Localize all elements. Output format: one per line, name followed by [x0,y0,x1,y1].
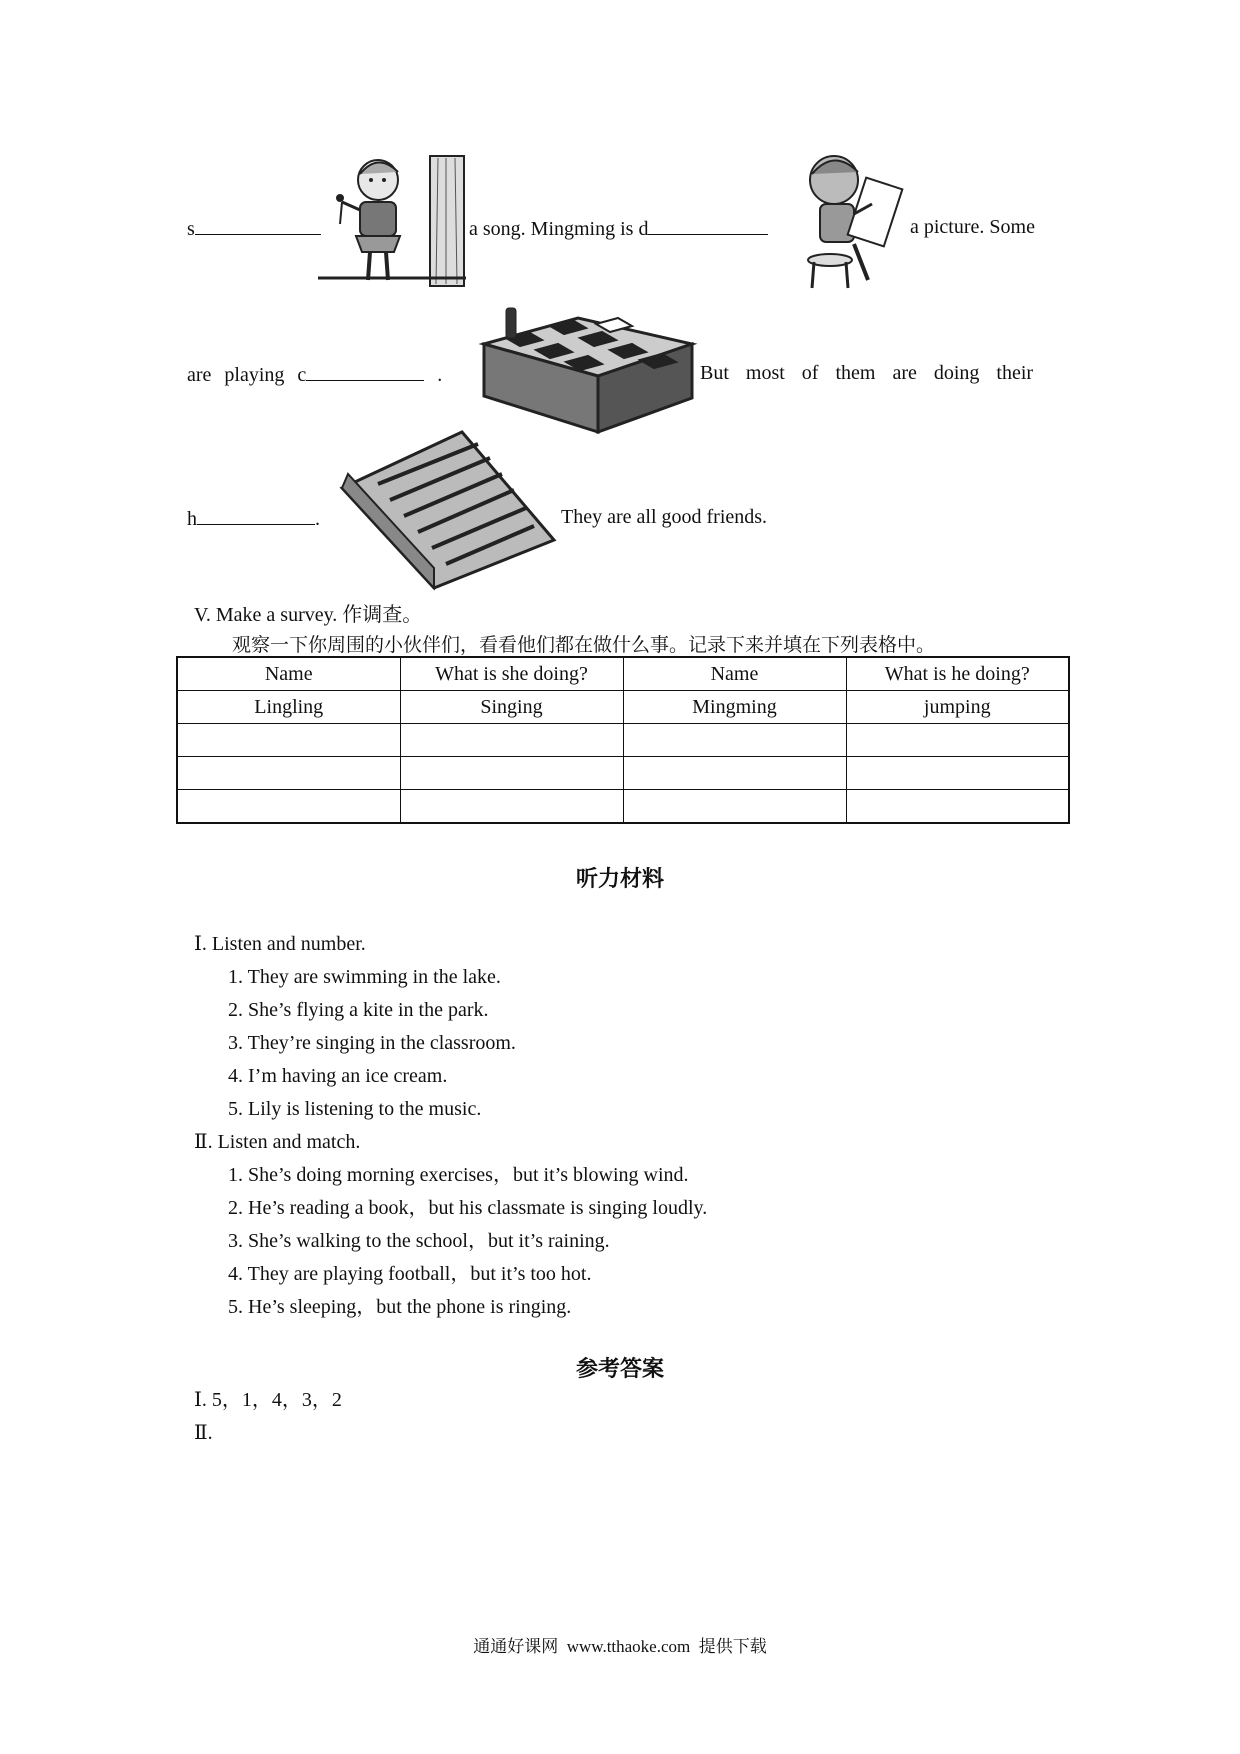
footer-site-name: 通通好课网 [473,1637,559,1657]
table-cell[interactable] [846,724,1069,757]
table-cell[interactable] [846,757,1069,790]
blank-chess[interactable] [306,362,424,381]
footer [0,1632,1240,1657]
table-cell[interactable] [846,790,1069,824]
table-row [177,757,1069,790]
table-cell[interactable] [400,790,623,824]
table-cell[interactable] [177,757,400,790]
list-item: 5. He’s sleeping，but the phone is ringing. [228,1296,572,1318]
list-item: 1. She’s doing morning exercises，but it’s blowing wind. [228,1164,689,1186]
header-she-doing: What is she doing? [400,657,623,691]
chessboard-picture [478,304,698,444]
list-item: 1. They are swimming in the lake. [228,966,501,988]
story-line-2-end: But most of them are doing their [700,362,1034,384]
survey-title: V. Make a survey. 作调查。 [194,604,423,626]
answers-heading: 参考答案 [575,1357,664,1382]
header-he-doing: What is he doing? [846,657,1069,691]
header-name-1: Name [177,657,400,691]
table-row [177,724,1069,757]
story-line-3-end: They are all good friends. [561,506,768,528]
answer-1: Ⅰ. 5，1，4，3，2 [194,1389,342,1411]
story-line-3-start: h . [187,508,320,530]
section-1-title: Ⅰ. Listen and number. [194,933,366,955]
table-cell[interactable] [177,790,400,824]
answer-2: Ⅱ. [194,1422,213,1444]
table-cell[interactable] [400,757,623,790]
table-cell: Lingling [177,691,400,724]
girl-drawing-picture [798,148,908,298]
story-line-2-start: are playing c . [187,364,443,386]
table-cell: Mingming [623,691,846,724]
survey-table [176,656,1070,824]
footer-url[interactable]: www.tthaoke.com [566,1637,691,1656]
table-row [177,691,1069,724]
table-cell[interactable] [177,724,400,757]
table-row [177,790,1069,824]
section-2-title: Ⅱ. Listen and match. [194,1131,361,1153]
list-item: 3. She’s walking to the school，but it’s raining. [228,1230,610,1252]
table-cell[interactable] [623,724,846,757]
table-cell: jumping [846,691,1069,724]
list-item: 2. He’s reading a book，but his classmate is singing loudly. [228,1197,708,1219]
footer-suffix: 提供下载 [698,1637,767,1657]
table-cell: Singing [400,691,623,724]
table-cell[interactable] [623,757,846,790]
blank-homework[interactable] [197,506,315,525]
list-item: 4. They are playing football，but it’s too hot. [228,1263,592,1285]
list-item: 2. She’s flying a kite in the park. [228,999,489,1021]
girl-singing-picture [318,152,468,302]
book-picture [338,428,558,592]
answers-list [194,1384,342,1450]
story-line-1-middle: a song. Mingming is d [469,216,768,241]
list-item: 4. I’m having an ice cream. [228,1065,448,1087]
survey-instruction: 观察一下你周围的小伙伴们，看看他们都在做什么事。记录下来并填在下列表格中。 [232,634,936,656]
table-cell[interactable] [623,790,846,824]
blank-draw[interactable] [648,216,768,235]
table-header-row [177,657,1069,691]
list-item: 5. Lily is listening to the music. [228,1098,482,1120]
story-line-1-start: s [187,216,321,241]
header-name-2: Name [623,657,846,691]
blank-sing[interactable] [195,216,321,235]
list-item: 3. They’re singing in the classroom. [228,1032,516,1054]
story-line-1-end: a picture. Some [910,216,1035,238]
listening-list [194,928,707,1324]
listening-heading: 听力材料 [575,867,664,892]
table-cell[interactable] [400,724,623,757]
